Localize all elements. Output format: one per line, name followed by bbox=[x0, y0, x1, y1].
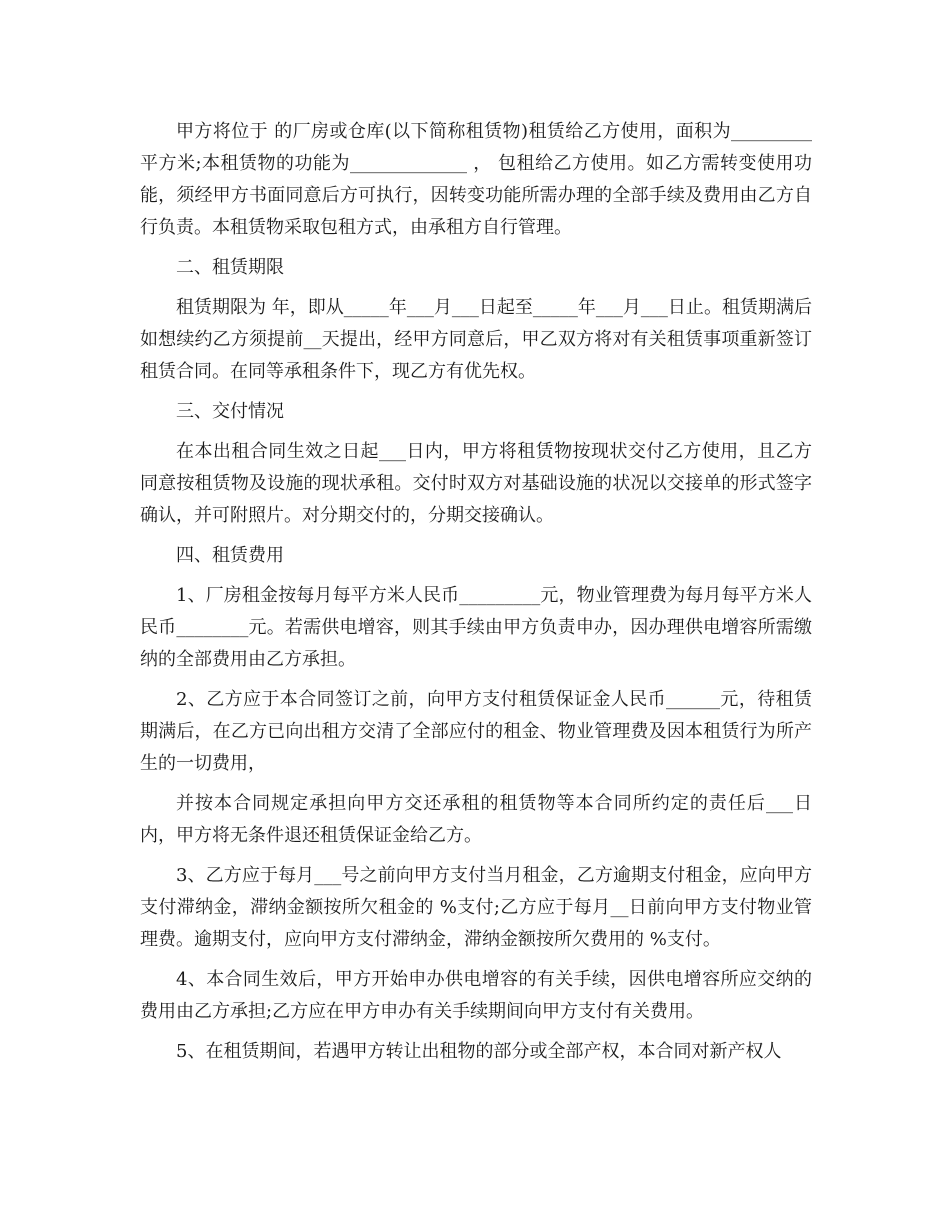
heading-lease-term: 二、租赁期限 bbox=[176, 257, 284, 278]
document-body bbox=[140, 116, 812, 1076]
para-fee-3: 3、乙方应于每月___号之前向甲方支付当月租金，乙方逾期支付租金，应向甲方支付滞纳金，滞纳金额按所欠租金的 %支付;乙方应于每月__日前向甲方支付物业管理费。逾期支付，应向甲方支付滞纳金，滞纳金额按所欠费用的 %支付。 bbox=[140, 865, 812, 950]
para-lease-property: 甲方将位于 的厂房或仓库(以下简称租赁物)租赁给乙方使用，面积为_________平方米;本租赁物的功能为_____________ ， 包租给乙方使用。如乙方需转变使用功能，须经甲方书面同意后方可执行，因转变功能所需办理的全部手续及费用由乙方自行负责。本租赁物采取包租方式，由承租方自行管理。 bbox=[140, 121, 812, 238]
para-fee-4: 4、本合同生效后，甲方开始申办供电增容的有关手续，因供电增容所应交纳的费用由乙方承担;乙方应在甲方申办有关手续期间向甲方支付有关费用。 bbox=[140, 969, 812, 1022]
para-fee-1: 1、厂房租金按每月每平方米人民币_________元，物业管理费为每月每平方米人民币________元。若需供电增容，则其手续由甲方负责申办，因办理供电增容所需缴纳的全部费用由乙方承担。 bbox=[140, 585, 812, 670]
heading-lease-fees: 四、租赁费用 bbox=[176, 545, 284, 566]
para-fee-5: 5、在租赁期间，若遇甲方转让出租物的部分或全部产权，本合同对新产权人 bbox=[176, 1041, 782, 1062]
para-lease-term: 租赁期限为 年，即从_____年___月___日起至_____年___月___日止。租赁期满后如想续约乙方须提前__天提出，经甲方同意后，甲乙双方将对有关租赁事项重新签订租赁合同。在同等承租条件下，现乙方有优先权。 bbox=[140, 297, 812, 382]
para-fee-2-cont: 并按本合同规定承担向甲方交还承租的租赁物等本合同所约定的责任后___日内，甲方将无条件退还租赁保证金给乙方。 bbox=[140, 793, 812, 846]
para-fee-2: 2、乙方应于本合同签订之前，向甲方支付租赁保证金人民币______元，待租赁期满后，在乙方已向出租方交清了全部应付的租金、物业管理费及因本租赁行为所产生的一切费用， bbox=[140, 689, 812, 774]
heading-delivery: 三、交付情况 bbox=[176, 401, 284, 422]
para-delivery: 在本出租合同生效之日起___日内，甲方将租赁物按现状交付乙方使用，且乙方同意按租赁物及设施的现状承租。交付时双方对基础设施的状况以交接单的形式签字确认，并可附照片。对分期交付的，分期交接确认。 bbox=[140, 441, 812, 526]
